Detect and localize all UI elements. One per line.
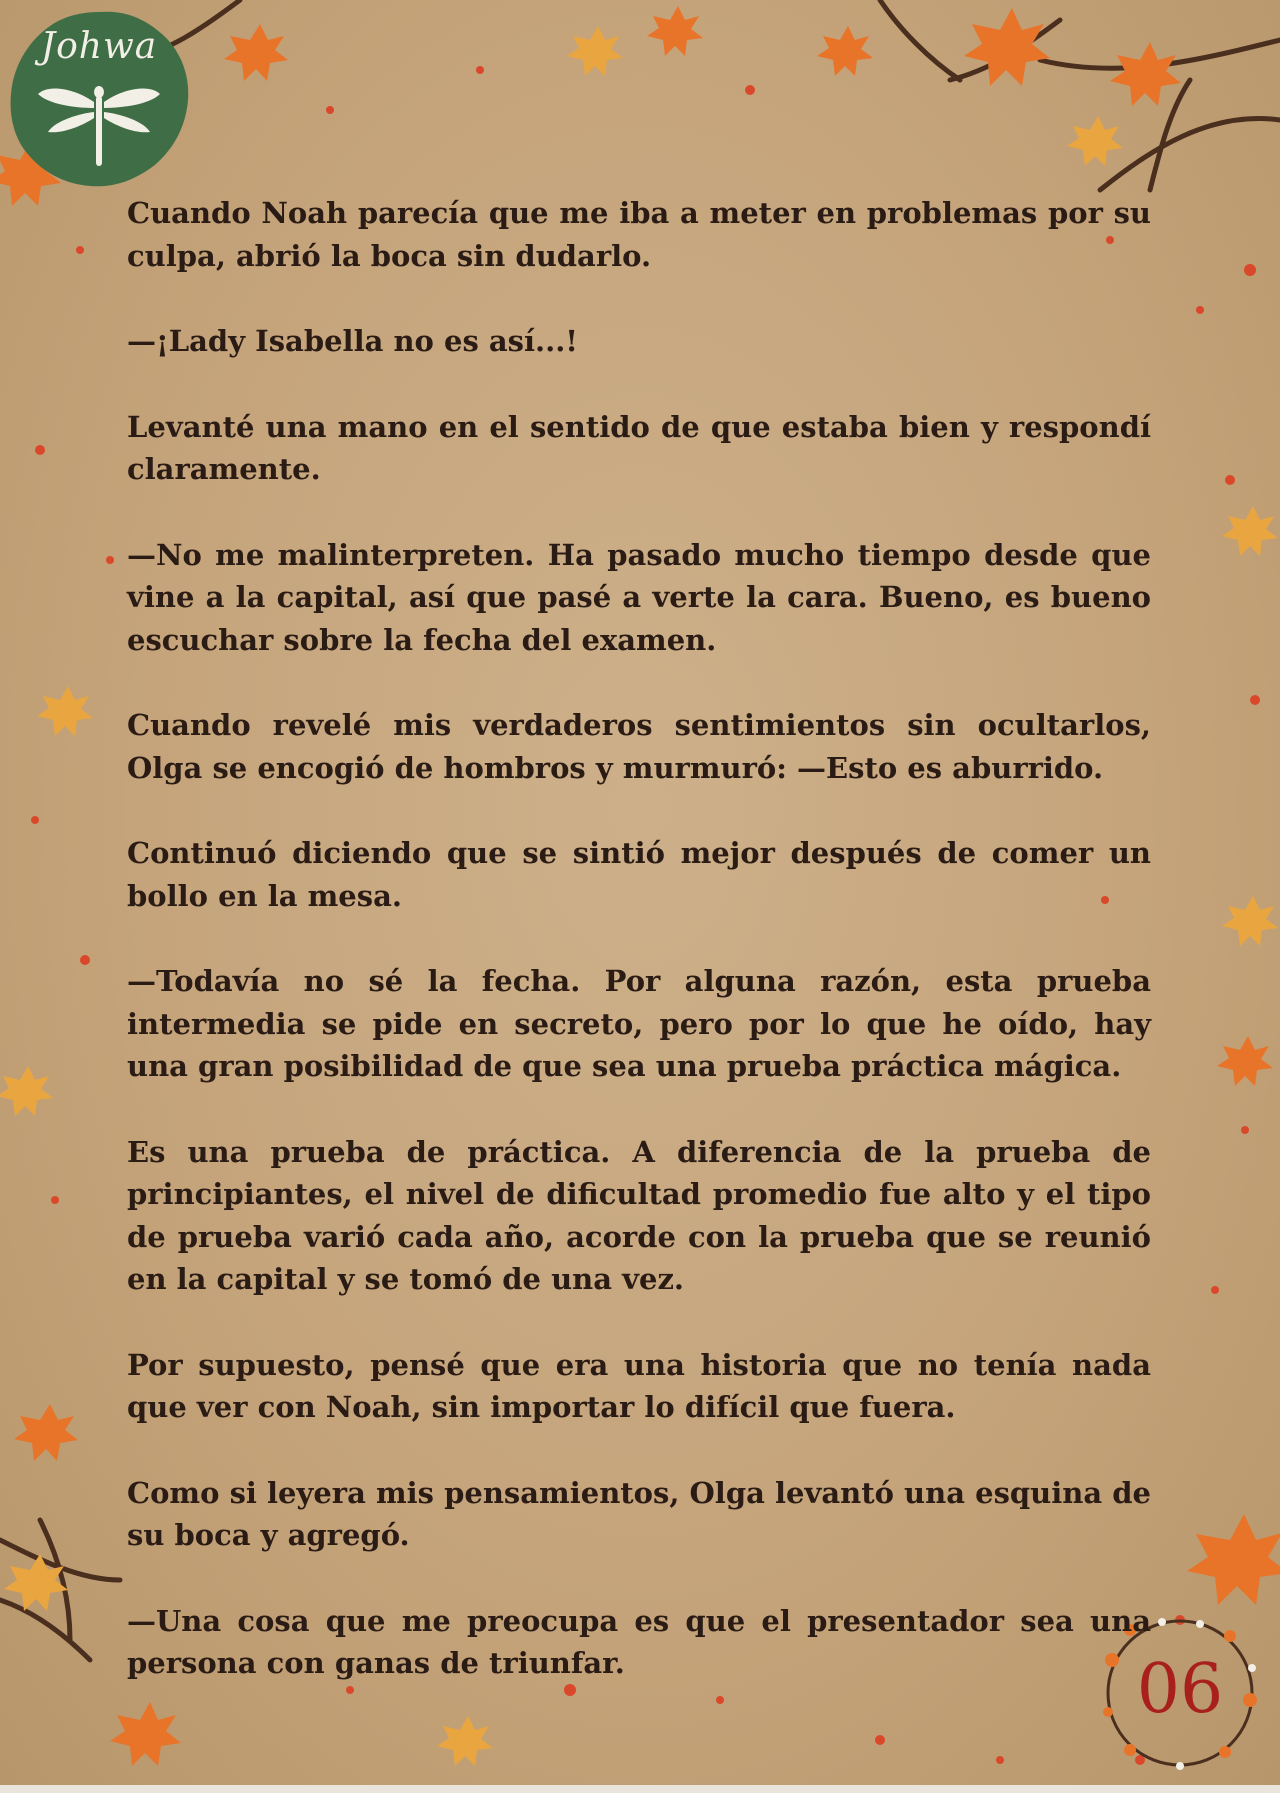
bottom-edge [0, 1785, 1280, 1793]
paragraph: —No me malinterpreten. Ha pasado mucho tiempo desde que vine a la capital, así que pasé a verte la cara. Bueno, es bueno escuchar sobre la fecha del examen. [127, 537, 1151, 657]
paragraph: Es una prueba de práctica. A diferencia de la prueba de principiantes, el nivel de dificultad promedio fue alto y el tipo de prueba varió cada año, acorde con la prueba que se reunió en la capital y se tomó de una vez. [127, 1134, 1151, 1296]
chapter-text [127, 192, 1151, 1728]
paragraph: Continuó diciendo que se sintió mejor después de comer un bollo en la mesa. [127, 836, 1151, 913]
paragraph: Por supuesto, pensé que era una historia que no tenía nada que ver con Noah, sin importar lo difícil que fuera. [127, 1347, 1151, 1424]
paragraph: —Una cosa que me preocupa es que el presentador sea una persona con ganas de triunfar. [127, 1603, 1151, 1680]
paragraph: Cuando revelé mis verdaderos sentimientos sin ocultarlos, Olga se encogió de hombros y murmuró: —Esto es aburrido. [127, 708, 1151, 785]
page-number: 06 [1136, 1650, 1224, 1729]
page-number-badge [1085, 1598, 1275, 1788]
paragraph: Cuando Noah parecía que me iba a meter en problemas por su culpa, abrió la boca sin dudarlo. [127, 196, 1151, 273]
johwa-logo [4, 4, 194, 194]
paragraph: Levanté una mano en el sentido de que estaba bien y respondí claramente. [127, 409, 1151, 486]
logo-text: Johwa [40, 26, 158, 67]
paragraph: —¡Lady Isabella no es así...! [127, 324, 579, 358]
paragraph: Como si leyera mis pensamientos, Olga levantó una esquina de su boca y agregó. [127, 1475, 1151, 1552]
paragraph: —Todavía no sé la fecha. Por alguna razón, esta prueba intermedia se pide en secreto, pero por lo que he oído, hay una gran posibilidad de que sea una prueba práctica mágica. [127, 964, 1151, 1083]
